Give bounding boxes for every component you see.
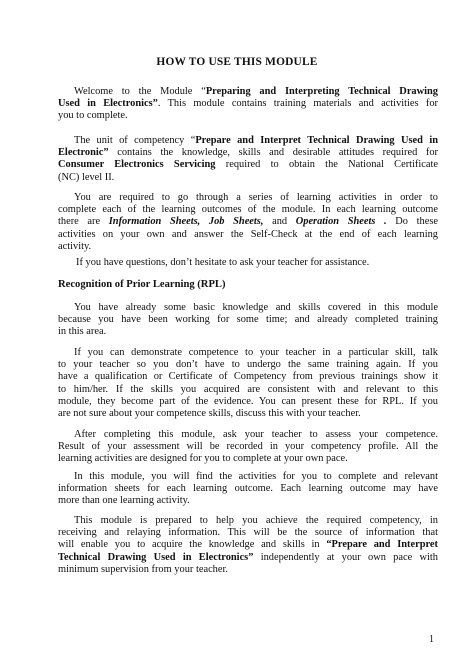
text-line: (NC) level II. [58, 171, 115, 183]
section-heading-rpl: Recognition of Prior Learning (RPL) [58, 279, 226, 290]
module-name-bold: Preparing and Interpreting Technical Drawing [205, 86, 438, 97]
text-run: Welcome to the Module “ [74, 86, 206, 97]
text-run: Do these [386, 216, 438, 228]
text-run: will enable you to acquire the knowledge and skills in [58, 539, 327, 551]
page-title: HOW TO USE THIS MODULE [156, 56, 318, 68]
text-line: If you can demonstrate competence to your teacher in a particular skill, talk [74, 347, 438, 358]
text-line: After completing this module, ask your teacher to assess your competence. [74, 429, 438, 440]
text-line: This module is prepared to help you achieve the required competency, in [74, 515, 438, 526]
module-name-bold: Technical Drawing Used in Electronics” [58, 551, 254, 563]
text-line: to your teacher so you don’t have to undergo the same training again. If you [58, 359, 438, 371]
text-run: independently at your own pace with [253, 551, 438, 563]
text-line: In this module, you will find the activities for you to complete and relevant [74, 471, 438, 482]
paragraph-unit-of-competency [58, 135, 438, 184]
text-line: complete each of the learning outcomes of the module. In each learning outcome [58, 204, 438, 216]
text-line [58, 216, 438, 228]
paragraph-demonstrate-competence [58, 347, 438, 420]
text-line: more than one learning activity. [58, 495, 190, 507]
sheet-types-bold-italic: Operation Sheets . [295, 216, 387, 228]
module-name-bold: “Prepare and Interpret [326, 539, 438, 551]
text-line: If you have questions, don’t hesitate to ask your teacher for assistance. [76, 257, 370, 268]
text-line: in this area. [58, 326, 107, 338]
text-line [58, 147, 438, 159]
text-line: are not sure about your competence skills, discuss this with your teacher. [58, 408, 361, 420]
unit-name-bold: Electronic” [58, 147, 109, 159]
paragraph-prior-knowledge [58, 302, 438, 339]
text-line [58, 539, 438, 551]
text-line: activities on your own and answer the Self-Check at the end of each learning [58, 228, 438, 240]
text-line: because you have been working for some time; and already completed training [58, 314, 438, 326]
text-line: minimum supervision from your teacher. [58, 563, 228, 575]
text-run: there are [58, 216, 109, 228]
paragraph-welcome [58, 86, 438, 123]
paragraph-assessment [58, 429, 438, 466]
text-line: Result of your assessment will be recorded in your competency profile. All the [58, 441, 438, 453]
text-line: You have already some basic knowledge and skills covered in this module [74, 302, 438, 313]
module-name-bold: Used in Electronics” [58, 98, 158, 110]
qualification-bold: Consumer Electronics Servicing [58, 159, 216, 171]
text-line: activity. [58, 240, 92, 252]
text-run: . This module contains training materials and activities for [157, 98, 438, 110]
text-line [58, 552, 438, 564]
text-line [58, 135, 438, 147]
text-line: You are required to go through a series of learning activities in order to [74, 192, 438, 203]
text-line: information sheets for each learning outcome. Each learning outcome may have [58, 483, 438, 495]
text-run: and [263, 216, 296, 228]
text-run: required to obtain the National Certificate [215, 159, 439, 171]
text-line: you to complete. [58, 110, 128, 122]
text-line [58, 98, 438, 110]
sheet-types-bold-italic: Information Sheets, Job Sheets, [108, 216, 264, 228]
paragraph-questions [76, 257, 438, 269]
text-run: contains the knowledge, skills and desirable attitudes required for [108, 147, 438, 159]
text-line: to him/her. If the skills you acquired are consistent with and relevant to this [58, 383, 438, 395]
paragraph-module-purpose [58, 515, 438, 576]
paragraph-activities [58, 471, 438, 508]
text-line: receiving and relaying information. This will be the source of information that [58, 527, 438, 539]
paragraph-learning-activities [58, 192, 438, 253]
page-number: 1 [429, 634, 434, 645]
text-line: module, they become part of the evidence. You can present these for RPL. If you [58, 395, 438, 407]
unit-name-bold: Prepare and Interpret Technical Drawing Used in [195, 135, 438, 146]
text-line [58, 159, 438, 171]
text-line [58, 86, 438, 98]
text-line: learning activities are designed for you to complete at your own pace. [58, 453, 348, 465]
text-line: have a qualification or Certificate of Competency from previous trainings show it [58, 371, 438, 383]
text-run: The unit of competency “ [74, 135, 196, 146]
